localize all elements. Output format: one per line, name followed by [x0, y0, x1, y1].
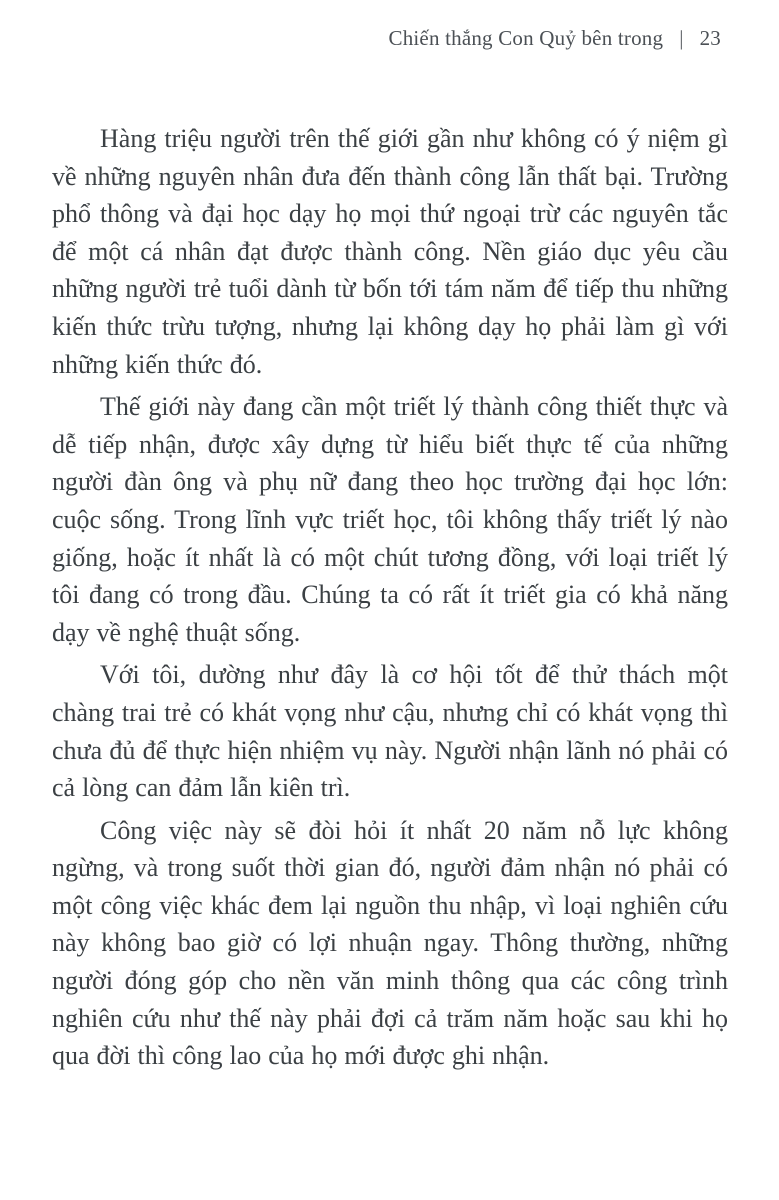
body-text: [52, 120, 728, 1080]
running-header-title: Chiến thắng Con Quỷ bên trong: [388, 26, 664, 50]
running-header: [52, 26, 721, 51]
paragraph-4: Công việc này sẽ đòi hỏi ít nhất 20 năm nỗ lực không ngừng, và trong suốt thời gian đó, người đảm nhận nó phải có một công việc khác đem lại nguồn thu nhập, vì loại nghiên cứu này không bao giờ có lợi nhuận ngay. Thông thường, những người đóng góp cho nền văn minh thông qua các công trình nghiên cứu như thế này phải đợi cả trăm năm hoặc sau khi họ qua đời thì công lao của họ mới được ghi nhận.: [52, 815, 728, 1071]
paragraph-1: Hàng triệu người trên thế giới gần như không có ý niệm gì về những nguyên nhân đưa đến thành công lẫn thất bại. Trường phổ thông và đại học dạy họ mọi thứ ngoại trừ các nguyên tắc để một cá nhân đạt được thành công. Nền giáo dục yêu cầu những người trẻ tuổi dành từ bốn tới tám năm để tiếp thu những kiến thức trừu tượng, nhưng lại không dạy họ phải làm gì với những kiến thức đó.: [52, 124, 728, 379]
page-number: 23: [699, 26, 721, 50]
paragraph-2: Thế giới này đang cần một triết lý thành công thiết thực và dễ tiếp nhận, được xây dựng từ hiểu biết thực tế của những người đàn ông và phụ nữ đang theo học trường đại học lớn: cuộc sống. Trong lĩnh vực triết học, tôi không thấy triết lý nào giống, hoặc ít nhất là có một chút tương đồng, với loại triết lý tôi đang có trong đầu. Chúng ta có rất ít triết gia có khả năng dạy về nghệ thuật sống.: [52, 392, 728, 647]
header-separator: |: [679, 26, 684, 50]
paragraph-3: Với tôi, dường như đây là cơ hội tốt để thử thách một chàng trai trẻ có khát vọng như cậu, nhưng chỉ có khát vọng thì chưa đủ để thực hiện nhiệm vụ này. Người nhận lãnh nó phải có cả lòng can đảm lẫn kiên trì.: [52, 660, 728, 803]
